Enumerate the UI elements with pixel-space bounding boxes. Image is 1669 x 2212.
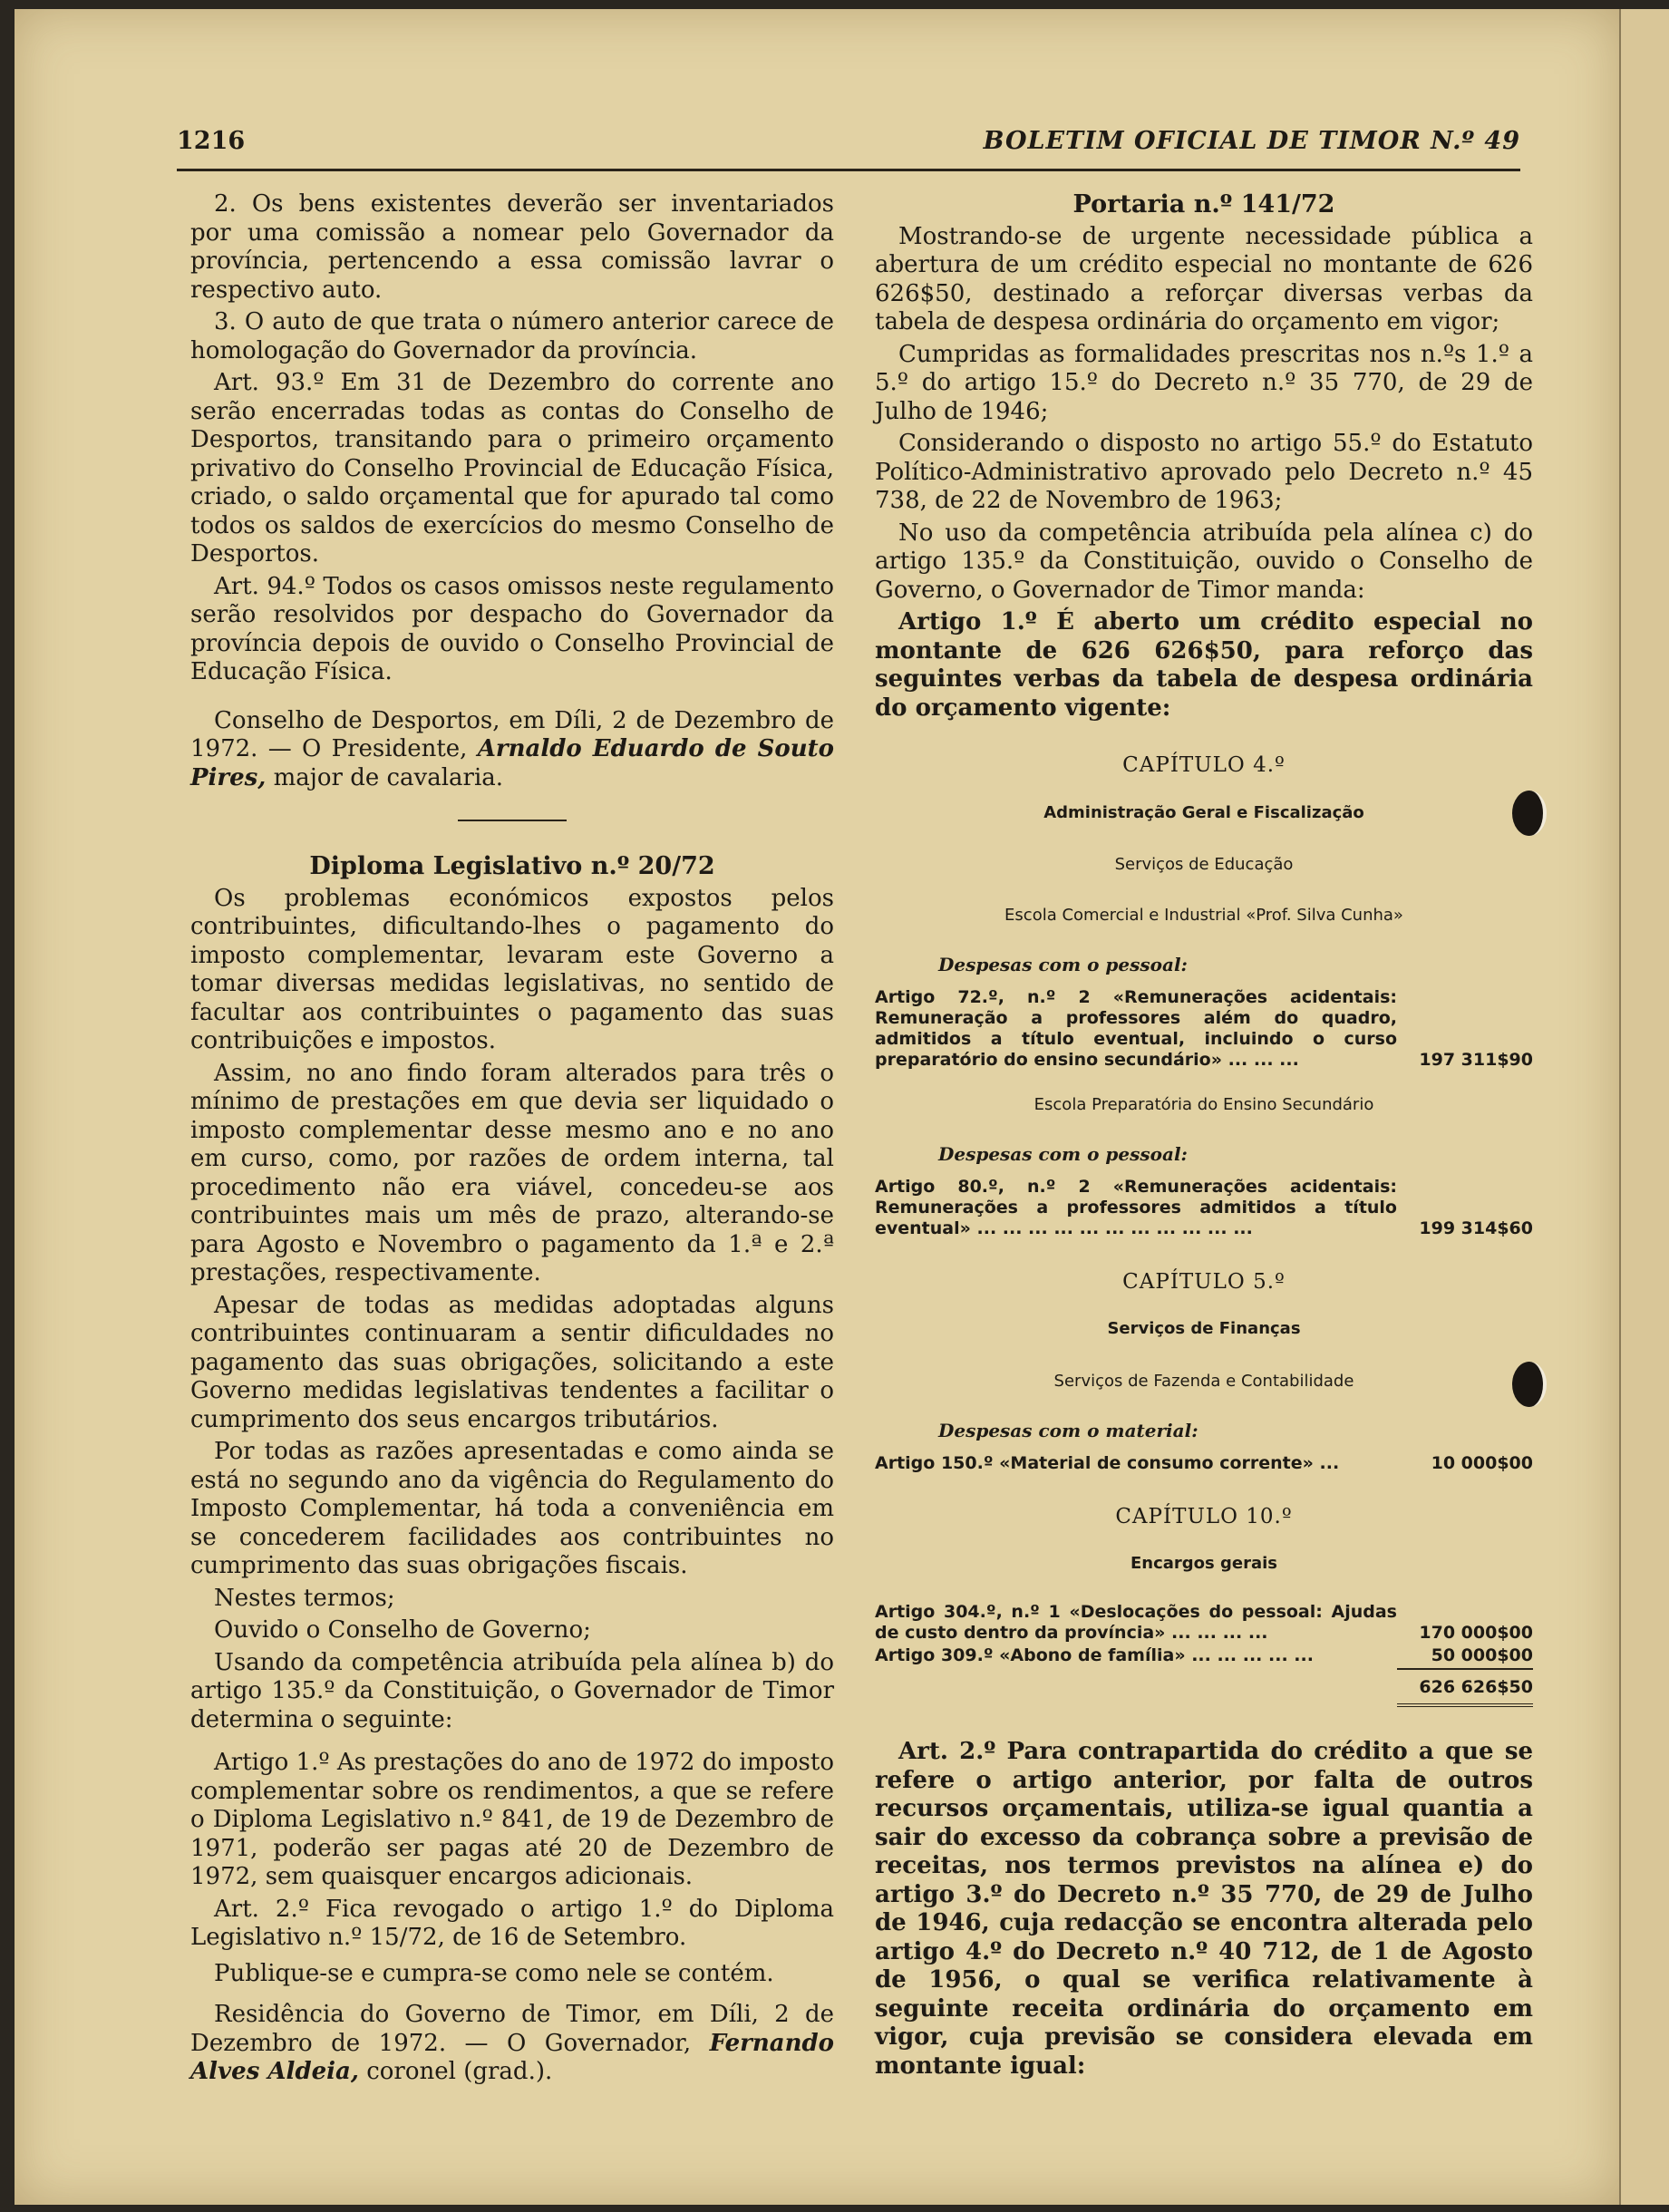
paragraph: Artigo 1.º É aberto um crédito especial no montante de 626 626$50, para reforço das seguintes verbas da tabela de despesa ordinária do orçamento vigente:	[875, 608, 1533, 722]
paragraph: No uso da competência atribuída pela alínea c) do artigo 135.º da Constituição, ouvido o Conselho de Governo, o Governador de Timor manda:	[875, 519, 1533, 604]
budget-total	[875, 1668, 1533, 1708]
signatory-name: Fernando Alves Aldeia,	[190, 2029, 835, 2085]
paragraph: Ouvido o Conselho de Governo;	[214, 1616, 591, 1644]
section-heading: Encargos gerais	[1130, 1554, 1278, 1573]
page-header	[177, 127, 1520, 172]
paragraph: Cumpridas as formalidades prescritas nos n.ºs 1.º a 5.º do artigo 15.º do Decreto n.º 35 770, de 29 de Julho de 1946;	[875, 340, 1533, 425]
budget-item-amount: 199 314$60	[1419, 1218, 1533, 1238]
diploma-title: Diploma Legislativo n.º 20/72	[309, 852, 715, 880]
punch-hole	[1512, 791, 1547, 836]
section-heading: Serviços de Fazenda e Contabilidade	[1053, 1371, 1354, 1391]
budget-item-text: Artigo 150.º «Material de consumo corrente» ...	[875, 1452, 1340, 1473]
signature-block	[190, 2001, 834, 2087]
budget-item-amount: 197 311$90	[1419, 1049, 1533, 1070]
journal-title: BOLETIM OFICIAL DE TIMOR N.º 49	[983, 127, 1520, 155]
right-column	[875, 190, 1533, 2084]
section-heading: Escola Preparatória do Ensino Secundário	[1033, 1094, 1374, 1114]
expense-category: Despesas com o material:	[938, 1420, 1198, 1441]
section-divider	[458, 820, 567, 821]
paragraph: Considerando o disposto no artigo 55.º do Estatuto Político-Administrativo aprovado pelo Decreto n.º 45 738, de 22 de Novembro de 1963;	[875, 430, 1533, 514]
paragraph: Nestes termos;	[214, 1584, 395, 1612]
signatory-name: Arnaldo Eduardo de Souto Pires,	[190, 735, 834, 791]
punch-hole	[1512, 1362, 1547, 1407]
section-heading: Serviços de Finanças	[1107, 1319, 1301, 1338]
paragraph: Publique-se e cumpra-se como nele se contém.	[214, 1959, 774, 1987]
paragraph: Art. 94.º Todos os casos omissos neste regulamento serão resolvidos por despacho do Governador da província depois de ouvido o Conselho Provincial de Educação Física.	[190, 572, 834, 685]
signatory-rank: coronel (grad.).	[366, 2058, 553, 2085]
paragraph: 3. O auto de que trata o número anterior carece de homologação do Governador da província.	[190, 308, 834, 364]
budget-item	[875, 987, 1533, 1071]
left-column	[190, 190, 834, 2091]
paragraph: Artigo 1.º As prestações do ano de 1972 do imposto complementar sobre os rendimentos, a que se refere o Diploma Legislativo n.º 841, de 19 de Dezembro de 1971, poderão ser pagas até 20 de Dezembro de 1972, sem quaisquer encargos adicionais.	[190, 1749, 834, 1890]
paragraph: Usando da competência atribuída pela alínea b) do artigo 135.º da Constituição, o Governador de Timor determina o seguinte:	[190, 1648, 834, 1733]
signatory-rank: major de cavalaria.	[273, 763, 504, 791]
paragraph: Por todas as razões apresentadas e como ainda se está no segundo ano da vigência do Regulamento do Imposto Complementar, há toda a conveniência em se concederem facilidades aos contribuintes no cumprimento das suas obrigações fiscais.	[190, 1438, 834, 1579]
paragraph: Art. 2.º Para contrapartida do crédito a que se refere o artigo anterior, por falta de outros recursos orçamentais, utiliza-se igual quantia a sair do excesso da cobrança sobre a previsão de receitas, nos termos previstos na alínea e) do artigo 3.º do Decreto n.º 35 770, de 29 de Julho de 1946, cuja redacção se encontra alterada pelo artigo 4.º do Decreto n.º 40 712, de 1 de Agosto de 1956, o qual se verifica relativamente à seguinte receita ordinária do orçamento em vigor, cuja previsão se considera elevada em montante igual:	[875, 1738, 1533, 2080]
budget-item	[875, 1177, 1533, 1239]
next-page-edge	[1619, 9, 1669, 2205]
paragraph: 2. Os bens existentes deverão ser inventariados por uma comissão a nomear pelo Governador da província, pertencendo a essa comissão lavrar o respectivo auto.	[190, 190, 834, 304]
budget-item-amount: 170 000$00	[1419, 1622, 1533, 1643]
header-rule	[177, 169, 1520, 171]
budget-item-text: Artigo 304.º, n.º 1 «Deslocações do pessoal: Ajudas de custo dentro da província» ... ... ... ...	[875, 1601, 1397, 1643]
expense-category: Despesas com o pessoal:	[938, 954, 1188, 975]
budget-item	[875, 1602, 1533, 1644]
chapter-heading: CAPÍTULO 10.º	[1115, 1504, 1293, 1528]
section-heading: Escola Comercial e Industrial «Prof. Silva Cunha»	[1004, 905, 1403, 925]
paragraph: Os problemas económicos expostos pelos contribuintes, dificultando-lhes o pagamento do imposto complementar, levaram este Governo a tomar diversas medidas legislativas, no sentido de facultar aos contribuintes o pagamento das suas contribuições e impostos.	[190, 884, 834, 1054]
expense-category: Despesas com o pessoal:	[938, 1143, 1188, 1165]
budget-item-text: Artigo 80.º, n.º 2 «Remunerações acidentais: Remunerações a professores admitidos a título eventual» ... ... ... ... ... ... ... ... ... ... ...	[875, 1176, 1397, 1238]
chapter-heading: CAPÍTULO 4.º	[1122, 753, 1286, 777]
paragraph: Art. 2.º Fica revogado o artigo 1.º do Diploma Legislativo n.º 15/72, de 16 de Setembro.	[190, 1895, 834, 1951]
paragraph: Apesar de todas as medidas adoptadas alguns contribuintes continuaram a sentir dificuldades no pagamento das suas obrigações, solicitando a este Governo medidas legislativas tendentes a facilitar o cumprimento dos seus encargos tributários.	[190, 1291, 834, 1433]
budget-item-amount: 50 000$00	[1431, 1644, 1533, 1665]
signature-block	[190, 707, 834, 793]
budget-total-amount: 626 626$50	[1397, 1668, 1533, 1708]
chapter-heading: CAPÍTULO 5.º	[1122, 1269, 1286, 1294]
portaria-title: Portaria n.º 141/72	[1072, 190, 1335, 218]
paragraph: Assim, no ano findo foram alterados para três o mínimo de prestações em que devia ser liquidado o imposto complementar desse mesmo ano e no ano em curso, como, por razões de ordem interna, tal procedimento não era viável, concedeu-se aos contribuintes mais um mês de prazo, alterando-se para Agosto e Novembro o pagamento da 1.ª e 2.ª prestações, respectivamente.	[190, 1059, 834, 1286]
budget-item	[875, 1453, 1533, 1474]
budget-item-text: Artigo 72.º, n.º 2 «Remunerações acidentais: Remuneração a professores além do quadro, admitidos a título eventual, incluindo o curso preparatório do ensino secundário» ... ... ...	[875, 986, 1397, 1070]
budget-item-text: Artigo 309.º «Abono de família» ... ... ... ... ...	[875, 1644, 1314, 1665]
paragraph: Art. 93.º Em 31 de Dezembro do corrente ano serão encerradas todas as contas do Conselho de Desportos, transitando para o primeiro orçamento privativo do Conselho Provincial de Educação Física, criado, o saldo orçamental que for apurado tal como todos os saldos de exercícios do mesmo Conselho de Desportos.	[190, 369, 834, 568]
budget-item-amount: 10 000$00	[1431, 1452, 1533, 1473]
section-heading: Serviços de Educação	[1114, 855, 1294, 874]
section-heading: Administração Geral e Fiscalização	[1043, 802, 1364, 822]
paragraph: Mostrando-se de urgente necessidade pública a abertura de um crédito especial no montante de 626 626$50, destinado a reforçar diversas verbas da tabela de despesa ordinária do orçamento em vigor;	[875, 222, 1533, 335]
page-number: 1216	[177, 127, 246, 155]
budget-item	[875, 1645, 1533, 1666]
signature-text: Residência do Governo de Timor, em Díli, 2 de Dezembro de 1972. — O Governador,	[190, 2001, 834, 2057]
signature-text: Conselho de Desportos, em Díli, 2 de Dezembro de 1972. — O Presidente,	[190, 706, 834, 762]
